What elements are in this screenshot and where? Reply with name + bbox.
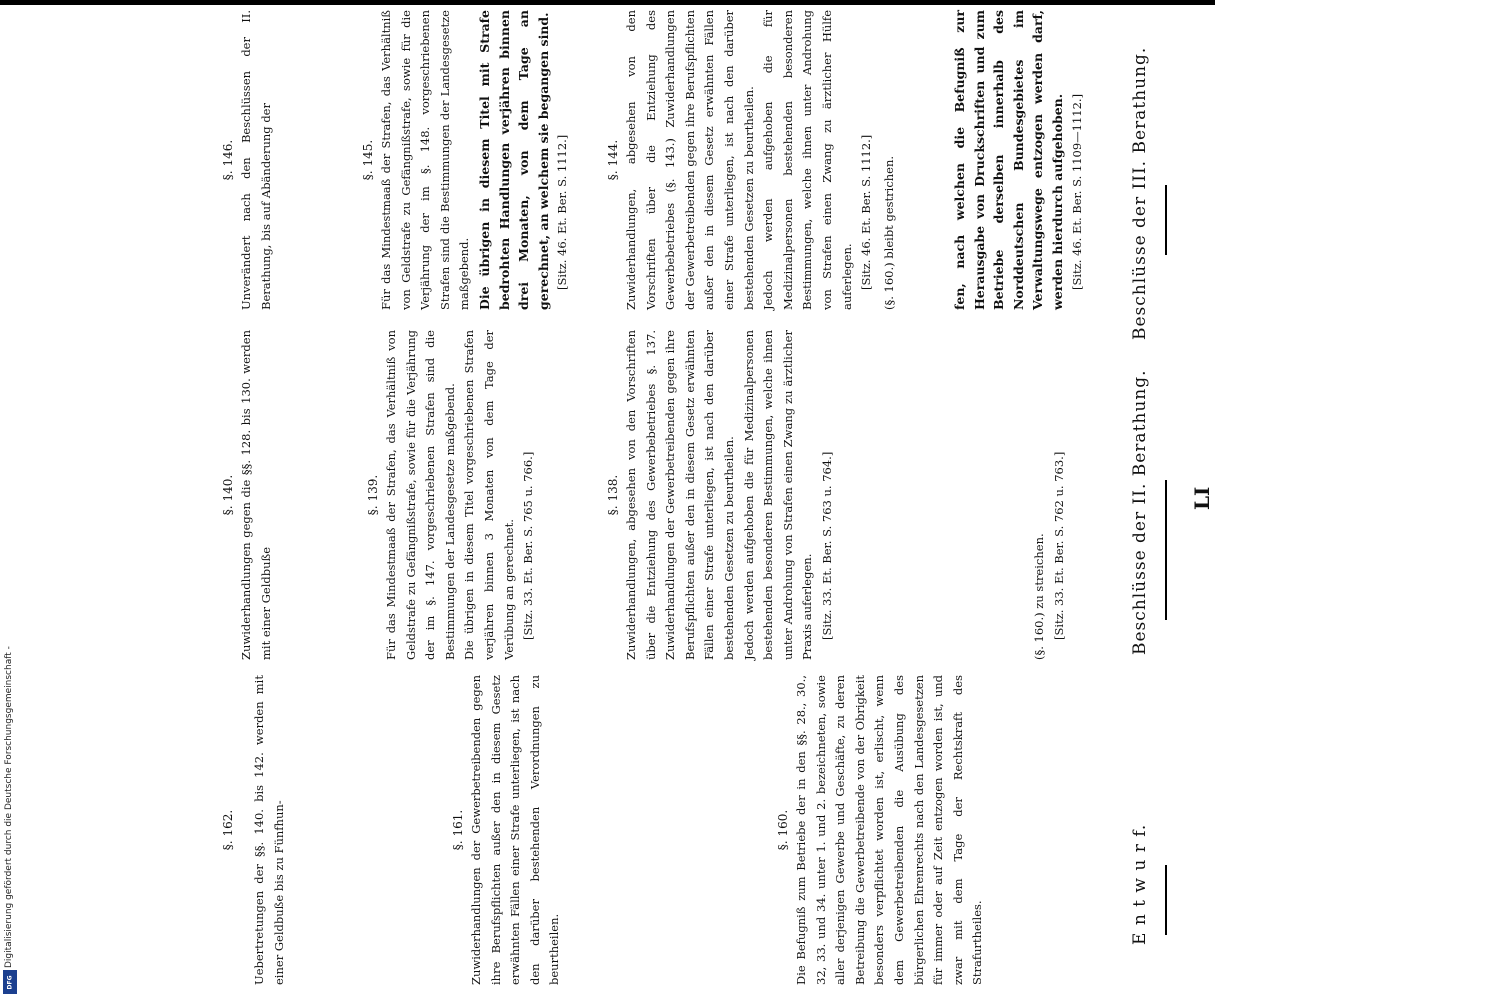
dritte-s144-text2: Jedoch werden aufgehoben die für Medizinalpersonen bestehenden besonderen Bestimmungen, welche ihnen unter Androhung von Strafen einen Zwang zu ärztlicher Hülfe auferlegen. [761, 10, 854, 310]
zweite-s139-text2: Die übrigen in diesem Titel vorgeschriebenen Strafen verjähren binnen 3 Monaten von dem Tage der Verübung an gerechnet. [462, 330, 516, 660]
dfg-logo: DFG [3, 970, 17, 994]
zweite-s138-text: Zuwiderhandlungen, abgesehen von den Vorschriften über die Entziehung des Gewerbebetriebes §. 137. Zuwiderhandlungen der Gewerbetreibenden gegen ihre Berufspflichten außer den in diesem Gesetz erwähnten Fällen einer Strafe unterliegen, ist nach den darüber bestehenden Gesetzen zu beurtheilen. [624, 330, 736, 660]
dritte-s144-ref: [Sitz. 46. Et. Ber. S. 1112.] [859, 134, 874, 290]
heading-zweite-berathung: Beschlüsse der II. Berathung. [1130, 369, 1150, 655]
dritte-s160-text: (§. 160.) bleibt gestrichen. [882, 155, 896, 310]
digitization-footer: Digitalisierung gefördert durch die Deutsche Forschungsgemeinschaft - [4, 646, 14, 968]
zweite-s138-head: §. 138. [606, 474, 620, 516]
entwurf-s160-head: §. 160. [776, 809, 790, 851]
dritte-intro-text: fen, nach welchen die Befugniß zur Herausgabe von Druckschriften und zum Betriebe derselben innerhalb des Norddeutschen Bundesgebietes im Verwaltungswege entzogen werden darf, werden hierdurch aufgehoben. [952, 10, 1065, 310]
entwurf-s162-head: §. 162. [221, 809, 235, 851]
heading-entwurf: E n t w u r f. [1130, 823, 1150, 945]
dritte-s146-text: Unverändert nach den Beschlüssen der II. Berathung, bis auf Abänderung der [239, 10, 273, 310]
zweite-s140-head: §. 140. [221, 474, 235, 516]
heading-dritte-berathung: Beschlüsse der III. Berathung. [1130, 46, 1150, 340]
zweite-s139-ref: [Sitz. 33. Et. Ber. S. 765 u. 766.] [521, 451, 536, 640]
zweite-s160-ref: [Sitz. 33. Et. Ber. S. 762 u. 763.] [1051, 451, 1066, 640]
dritte-s145-ref: [Sitz. 46. Et. Ber. S. 1112.] [555, 134, 570, 290]
dritte-s145-head: §. 145. [361, 139, 375, 181]
zweite-s139-head: §. 139. [366, 474, 380, 516]
heading-rule-zweite [1165, 480, 1167, 620]
dritte-s145-text: Für das Mindestmaaß der Strafen, das Verhältniß von Geldstrafe zu Gefängnißstrafe, sowie für die Verjährung der im §. 148. vorgeschriebenen Strafen sind die Bestimmungen der Landesgesetze maßgebend. [379, 10, 472, 310]
entwurf-s162-text: Uebertretungen der §§. 140. bis 142. werden mit einer Geldbuße bis zu Fünfhun- [252, 675, 286, 985]
dritte-s146-head: §. 146. [221, 139, 235, 181]
dritte-s144-head: §. 144. [606, 139, 620, 181]
zweite-s160-text: (§. 160.) zu streichen. [1032, 533, 1046, 660]
zweite-s138-ref: [Sitz. 33. Et. Ber. S. 763 u. 764.] [819, 451, 834, 640]
zweite-s140-text: Zuwiderhandlungen gegen die §§. 128. bis 130. werden mit einer Geldbuße [239, 330, 273, 660]
heading-rule-entwurf [1165, 865, 1167, 935]
entwurf-s161-text: Zuwiderhandlungen der Gewerbetreibenden gegen ihre Berufspflichten außer den in diesem Gesetz erwähnten Fällen einer Strafe unterliegen, ist nach den darüber bestehenden Verordnungen zu beurtheilen. [469, 675, 562, 985]
page-number: LI [1190, 486, 1214, 510]
dritte-intro-ref: [Sitz. 46. Et. Ber. S. 1109—1112.] [1069, 93, 1084, 290]
dritte-s144-text: Zuwiderhandlungen, abgesehen von den Vorschriften über die Entziehung des Gewerbebetriebes (§. 143.) Zuwiderhandlungen der Gewerbetreibenden gegen ihre Berufspflichten außer den in diesem Gesetz erwähnten Fällen einer Strafe unterliegen, ist nach den darüber bestehenden Gesetzen zu beurtheilen. [624, 10, 756, 310]
zweite-s138-text2: Jedoch werden aufgehoben die für Medizinalpersonen bestehenden besonderen Bestimmungen, welche ihnen unter Androhung von Strafen einen Zwang zu ärztlicher Praxis auferlegen. [741, 330, 815, 660]
entwurf-s161-head: §. 161. [451, 809, 465, 851]
entwurf-s160-text: Die Befugniß zum Betriebe der in den §§. 28., 30., 32, 33. und 34. unter 1. und 2. bezeichneten, sowie aller derjenigen Gewerbe und Geschäfte, zu deren Betreibung die Gewerbetreibende von der Obrigkeit besonders verpflichtet worden ist, erlischt, wenn dem Gewerbetreibenden die Ausübung des bürgerlichen Ehrenrechts nach den Landesgesetzen für immer oder auf Zeit entzogen worden ist, und zwar mit dem Tage der Rechtskraft des Strafurtheiles. [794, 675, 985, 985]
heading-rule-dritte [1165, 185, 1167, 255]
zweite-s139-text: Für das Mindestmaaß der Strafen, das Verhältniß von Geldstrafe zu Gefängnißstrafe, sowie für die Verjährung der im §. 147. vorgeschriebenen Strafen sind die Bestimmungen der Landesgesetze maßgebend. [384, 330, 457, 660]
dritte-s145-text2: Die übrigen in diesem Titel mit Strafe bedrohten Handlungen verjähren binnen drei Monaten, von dem Tage an gerechnet, an welchem sie begangen sind. [476, 10, 551, 310]
